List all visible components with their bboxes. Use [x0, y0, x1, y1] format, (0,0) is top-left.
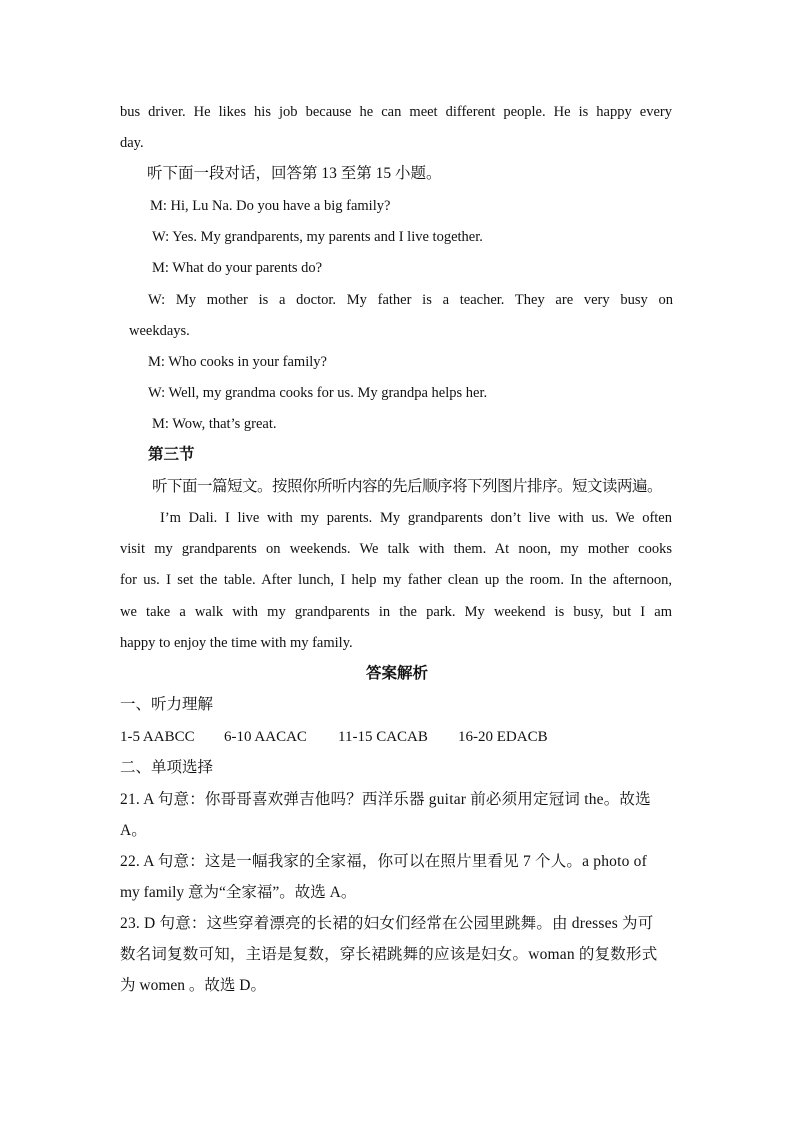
section-instruction: 听下面一篇短文。按照你所听内容的先后顺序将下列图片排序。短文读两遍。: [152, 478, 663, 495]
passage-line: day.: [120, 135, 144, 151]
dialogue-line: weekdays.: [129, 323, 190, 339]
answer-group: 6-10 AACAC: [224, 729, 307, 745]
answer-key-row: [120, 727, 548, 747]
explanation-line: 21. A 句意：你哥哥喜欢弹吉他吗？西洋乐器 guitar 前必须用定冠词 the。故选: [120, 791, 651, 808]
passage-line: we take a walk with my grandparents in the park. My weekend is busy, but I am: [120, 604, 672, 620]
explanation-line: 23. D 句意：这些穿着漂亮的长裙的妇女们经常在公园里跳舞。由 dresses 为可: [120, 915, 654, 932]
dialogue-line: W: Yes. My grandparents, my parents and I live together.: [152, 229, 483, 245]
answer-group: 11-15 CACAB: [338, 729, 428, 745]
part2-heading: 二、单项选择: [120, 759, 214, 776]
dialogue-line: M: Wow, that’s great.: [152, 416, 277, 432]
answer-group: 16-20 EDACB: [458, 729, 548, 745]
dialogue-line: M: What do your parents do?: [152, 260, 323, 276]
passage-line: for us. I set the table. After lunch, I help my father clean up the room. In the afternoon,: [120, 572, 672, 588]
answer-group: 1-5 AABCC: [120, 729, 195, 745]
part1-heading: 一、听力理解: [120, 696, 214, 713]
passage-line: I’m Dali. I live with my parents. My grandparents don’t live with us. We often: [160, 510, 672, 526]
explanation-line: my family 意为“全家福”。故选 A。: [120, 884, 357, 901]
dialogue-line: M: Hi, Lu Na. Do you have a big family?: [150, 198, 391, 214]
explanation-line: 为 women 。故选 D。: [120, 977, 266, 994]
explanation-line: 22. A 句意：这是一幅我家的全家福，你可以在照片里看见 7 个人。a photo of: [120, 853, 647, 870]
dialogue-line: W: Well, my grandma cooks for us. My grandpa helps her.: [148, 385, 488, 401]
section-intro: 听下面一段对话，回答第 13 至第 15 小题。: [147, 165, 442, 182]
dialogue-line: W: My mother is a doctor. My father is a teacher. They are very busy on: [148, 292, 673, 308]
passage-line: visit my grandparents on weekends. We talk with them. At noon, my mother cooks: [120, 541, 672, 557]
explanation-line: 数名词复数可知，主语是复数，穿长裙跳舞的应该是妇女。woman 的复数形式: [120, 946, 658, 963]
passage-line: happy to enjoy the time with my family.: [120, 635, 353, 651]
answers-title: 答案解析: [365, 665, 428, 682]
section-heading: 第三节: [148, 446, 195, 463]
explanation-line: A。: [120, 822, 147, 839]
passage-line: bus driver. He likes his job because he can meet different people. He is happy every: [120, 104, 672, 120]
dialogue-line: M: Who cooks in your family?: [148, 354, 327, 370]
